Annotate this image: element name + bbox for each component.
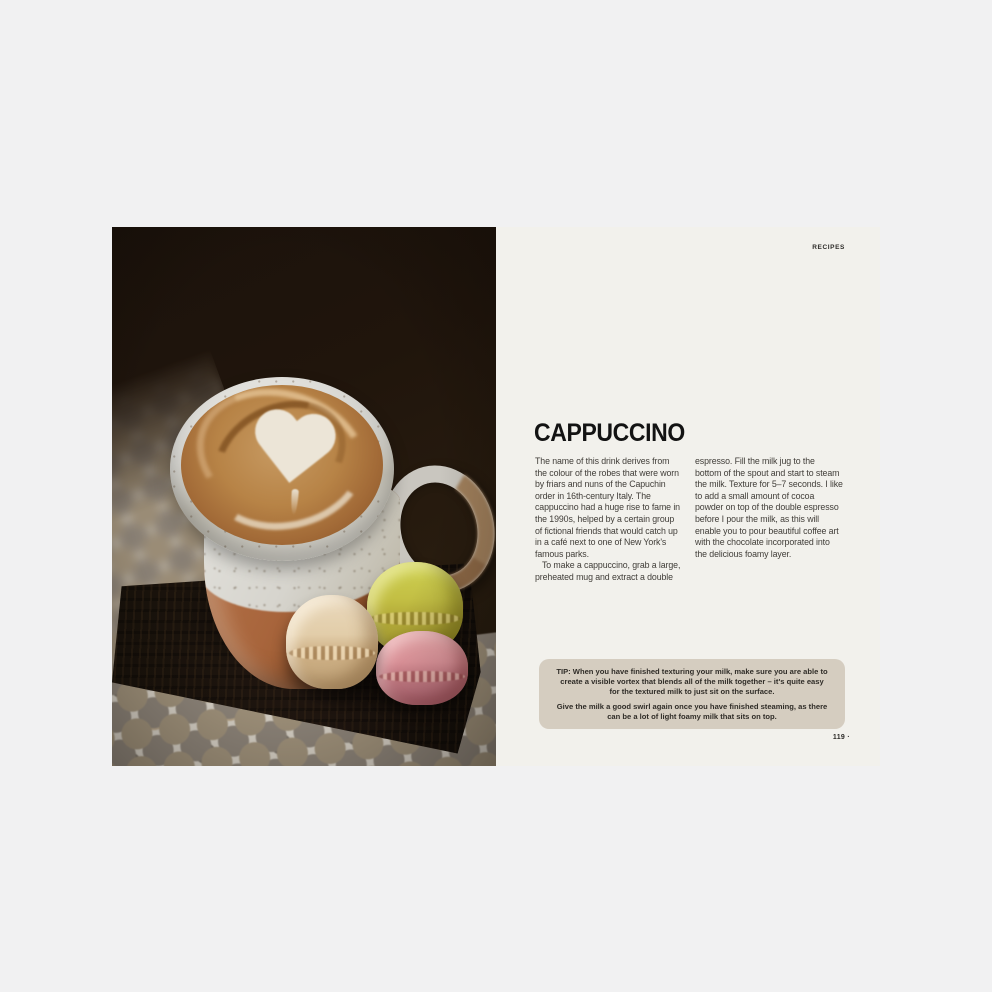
macaron-vanilla xyxy=(286,595,378,689)
coffee-surface xyxy=(181,385,383,545)
tip-paragraph: Give the milk a good swirl again once you have finished steaming, as there can be a lot of light foamy milk that sits on top. xyxy=(556,701,828,721)
running-header: RECIPES xyxy=(812,244,845,251)
cappuccino-photo xyxy=(112,227,496,766)
paragraph: espresso. Fill the milk jug to the bottom of the spout and start to steam the milk. Texture for 5–7 seconds. I like to add a small amount of cocoa powder on top of the double espresso before I pour the milk, as this will enable you to pour beautiful coffee art with the chocolate incorporated into the delicious foamy layer. xyxy=(695,456,843,559)
tip-label: TIP: xyxy=(556,666,571,676)
book-spread xyxy=(112,227,880,766)
macaron-shell xyxy=(286,595,378,689)
latte-art-heart xyxy=(244,408,341,498)
macaron-shell xyxy=(376,631,468,705)
paragraph: The name of this drink derives from the colour of the robes that were worn by friars and nuns of the Capuchin order in 16th-century Italy. The cappuccino had a huge rise to fame in the 1990s, helped by a certain group of fictional friends that would catch up in a café next to one of New York's famous parks. xyxy=(535,456,680,559)
page-number: 119 · xyxy=(832,734,850,741)
paragraph: To make a cappuccino, grab a large, preheated mug and extract a double xyxy=(535,560,681,582)
tip-paragraph xyxy=(556,667,828,697)
page-title: CAPPUCCINO xyxy=(534,419,685,447)
body-text xyxy=(535,456,843,584)
macaron-ruffle xyxy=(289,646,376,660)
tip-box xyxy=(539,659,845,729)
recipe-page xyxy=(496,227,880,766)
macaron-ruffle xyxy=(379,671,466,682)
body-column-right xyxy=(695,456,843,584)
mug-rim xyxy=(170,377,394,561)
body-column-left xyxy=(535,456,683,584)
macaron-strawberry xyxy=(376,631,468,705)
tip-text: When you have finished texturing your milk, make sure you are able to create a visible vortex that blends all of the milk together – it's quite easy for the textured milk to just sit on the surface. xyxy=(560,666,828,696)
